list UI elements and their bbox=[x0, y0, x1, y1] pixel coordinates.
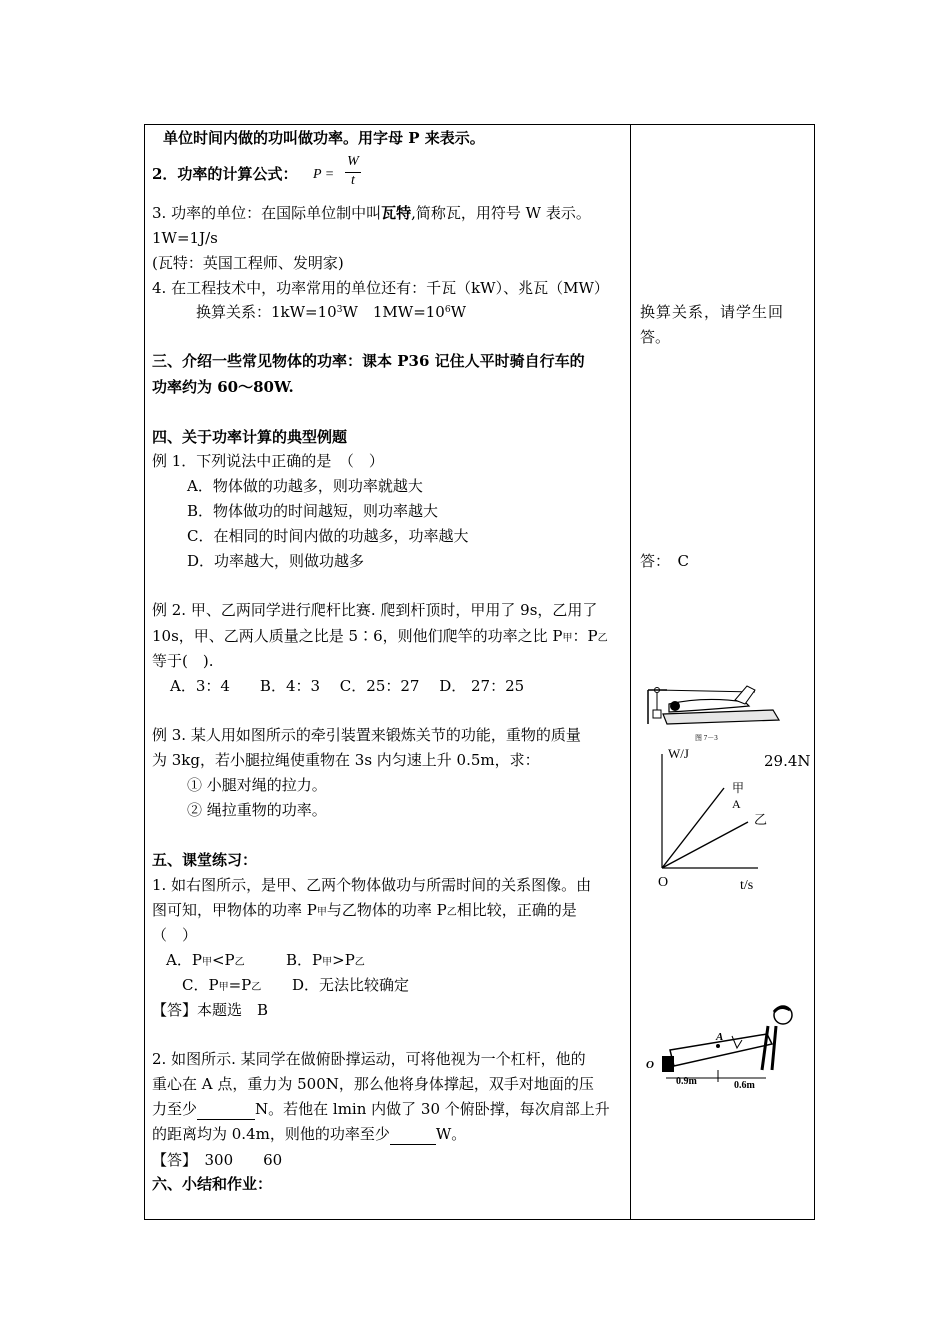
blank-power[interactable] bbox=[390, 1124, 436, 1145]
pushup-arm-1 bbox=[762, 1026, 768, 1070]
example-3-line2: 为 3kg，若小腿拉绳使重物在 3s 内匀速上升 0.5m，求： bbox=[152, 751, 540, 769]
work-time-graph bbox=[640, 744, 770, 894]
figure-person-head bbox=[670, 701, 680, 711]
figure-leg bbox=[735, 686, 755, 704]
unit-line: 3. 功率的单位：在国际单位制中叫瓦特,简称瓦，用符号 W 表示。 bbox=[152, 204, 591, 222]
example-3-answer: 29.4N bbox=[764, 752, 811, 770]
graph-line-yi-label: 乙 bbox=[754, 812, 768, 827]
figure-cord bbox=[657, 690, 755, 692]
section-3-line2: 功率约为 60～80W. bbox=[152, 378, 294, 396]
practice-2-line2: 重心在 A 点，重力为 500N，那么他将身体撑起，双手对地面的压 bbox=[152, 1075, 594, 1093]
formula-lhs: P = bbox=[313, 167, 335, 182]
graph-point-a: A bbox=[732, 797, 741, 811]
example-2-line2: 10s，甲、乙两人质量之比是 5∶6，则他们爬竿的功率之比 P甲：P乙 bbox=[152, 627, 608, 645]
figure-weight bbox=[653, 710, 661, 718]
teacher-note-line2: 答。 bbox=[640, 328, 671, 346]
example-1-option-d: D．功率越大，则做功越多 bbox=[187, 552, 365, 570]
section-4-heading: 四、关于功率计算的典型例题 bbox=[152, 428, 348, 446]
graph-line-jia bbox=[662, 788, 724, 868]
practice-2-line1: 2. 如图所示. 某同学在做俯卧撑运动，可将他视为一个杠杆，他的 bbox=[152, 1050, 586, 1068]
formula-label: 2．功率的计算公式： bbox=[152, 165, 298, 183]
example-3-line1: 例 3. 某人用如图所示的牵引装置来锻炼关节的功能，重物的质量 bbox=[152, 726, 581, 744]
practice-1-option-b: B．P甲>P乙 bbox=[286, 951, 365, 969]
example-1-option-a: A．物体做的功越多，则功率就越大 bbox=[187, 477, 423, 495]
example-2-line3: 等于( ). bbox=[152, 652, 214, 670]
column-divider bbox=[630, 124, 631, 1220]
formula-denominator: t bbox=[351, 173, 355, 188]
example-1-option-b: B．物体做功的时间越短，则功率越大 bbox=[187, 502, 439, 520]
formula-numerator: W bbox=[345, 154, 361, 173]
traction-device-figure bbox=[645, 682, 785, 744]
pushup-figure bbox=[642, 1000, 802, 1092]
practice-2-line4: 的距离均为 0.4m，则他的功率至少 W。 bbox=[152, 1125, 467, 1143]
section-5-heading: 五、课堂练习： bbox=[152, 851, 258, 869]
formula-fraction bbox=[345, 154, 361, 191]
figure-bench bbox=[663, 710, 779, 724]
watt-note: (瓦特：英国工程师、发明家) bbox=[152, 254, 344, 272]
example-2-line1: 例 2. 甲、乙两同学进行爬杆比赛. 爬到杆顶时，甲用了 9s，乙用了 bbox=[152, 601, 598, 619]
pushup-distance-2: 0.6m bbox=[734, 1080, 755, 1091]
practice-1-option-a: A．P甲<P乙 bbox=[166, 951, 245, 969]
example-3-question-1: ① 小腿对绳的拉力。 bbox=[187, 776, 327, 794]
example-2-options: A．3：4 B．4：3 C．25：27 D． 27：25 bbox=[170, 677, 525, 695]
pushup-center-of-gravity bbox=[716, 1044, 720, 1048]
example-1-option-c: C．在相同的时间内做的功越多，功率越大 bbox=[187, 527, 469, 545]
example-1: 例 1．下列说法中正确的是 （ ） bbox=[152, 452, 384, 470]
graph-y-label: W/J bbox=[668, 746, 689, 761]
example-3-question-2: ② 绳拉重物的功率。 bbox=[187, 801, 327, 819]
pushup-label-o: O bbox=[646, 1059, 654, 1071]
engineering-units: 4. 在工程技术中，功率常用的单位还有：千瓦（kW）、兆瓦（MW） bbox=[152, 279, 609, 297]
unit-definition: 1W=1J/s bbox=[152, 229, 218, 247]
blank-force[interactable] bbox=[197, 1099, 255, 1120]
practice-1-option-d: D．无法比较确定 bbox=[292, 976, 410, 994]
practice-2-answer: 【答】 300 60 bbox=[152, 1151, 283, 1169]
practice-1-answer: 【答】本题选 B bbox=[152, 1001, 269, 1019]
definition-line: 单位时间内做的功叫做功率。用字母 P 来表示。 bbox=[163, 129, 485, 147]
graph-origin: O bbox=[658, 875, 669, 890]
pushup-label-a: A bbox=[716, 1031, 724, 1043]
section-6-heading: 六、小结和作业： bbox=[152, 1175, 273, 1193]
example-1-answer: 答： C bbox=[640, 552, 689, 570]
graph-x-label: t/s bbox=[740, 878, 754, 893]
teacher-note-line1: 换算关系，请学生回 bbox=[640, 303, 785, 321]
practice-2-line3: 力至少 N。若他在 lmin 内做了 30 个俯卧撑，每次肩部上升 bbox=[152, 1100, 610, 1118]
conversion-line: 换算关系：$1kW=10^3W$ $1MW=10^6W$ bbox=[196, 303, 467, 321]
practice-1-line2: 图可知，甲物体的功率 P甲与乙物体的功率 P乙相比较，正确的是 bbox=[152, 901, 577, 919]
section-3-heading: 三、介绍一些常见物体的功率：课本 P36 记住人平时骑自行车的 bbox=[152, 352, 585, 370]
graph-line-jia-label: 甲 bbox=[732, 781, 745, 795]
practice-1-line1: 1. 如右图所示，是甲、乙两个物体做功与所需时间的关系图像。由 bbox=[152, 876, 592, 894]
figure-caption: 图 7－3 bbox=[695, 734, 718, 742]
pushup-arm-2 bbox=[772, 1026, 776, 1070]
pushup-feet bbox=[662, 1056, 674, 1072]
practice-1-option-c: C．P甲=P乙 bbox=[182, 976, 262, 994]
graph-line-yi bbox=[662, 822, 748, 868]
practice-1-line3: （ ） bbox=[152, 926, 198, 944]
pushup-distance-1: 0.9m bbox=[676, 1076, 697, 1087]
